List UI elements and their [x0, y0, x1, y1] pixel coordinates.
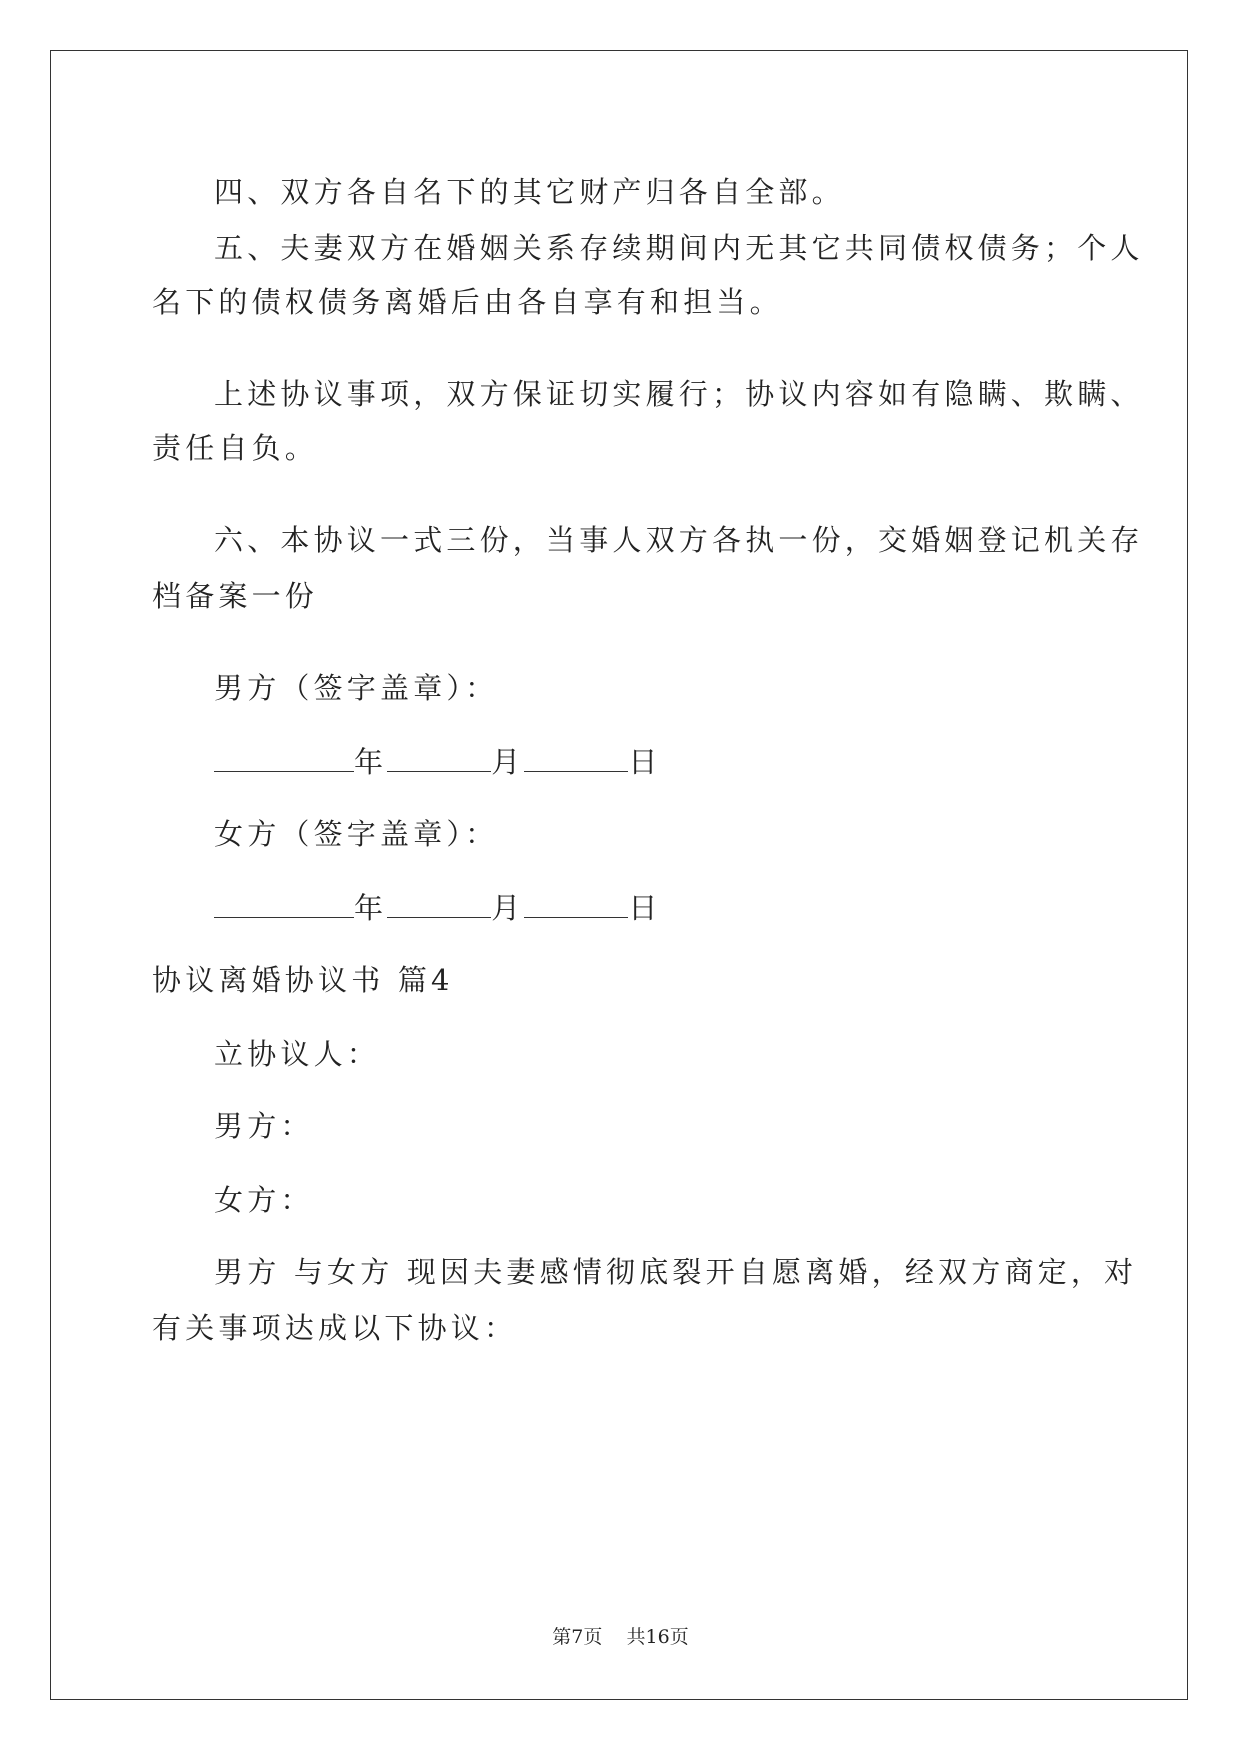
- month-blank: [387, 891, 491, 918]
- month-blank: [387, 745, 491, 772]
- female-date-line: [214, 888, 1154, 928]
- female-signature-label: 女方（签字盖章）：: [214, 817, 499, 851]
- clause-six-line1: 六、本协议一式三份，当事人双方各执一份，交婚姻登记机关存: [214, 523, 1144, 557]
- male-signature-label: 男方（签字盖章）：: [214, 671, 499, 705]
- month-label: 月: [491, 891, 525, 925]
- year-label: 年: [354, 891, 388, 925]
- clause-four: 四、双方各自名下的其它财产归各自全部。: [214, 175, 845, 209]
- year-blank: [214, 745, 354, 772]
- month-label: 月: [491, 745, 525, 779]
- day-label: 日: [628, 891, 662, 925]
- page-footer: [0, 1622, 1241, 1652]
- male-date-line: [214, 742, 1154, 782]
- male-party-label: 男方：: [214, 1109, 314, 1143]
- guarantee-line2: 责任自负。: [152, 431, 319, 465]
- clause-six-line2: 档备案一份: [152, 579, 319, 613]
- female-party-label: 女方：: [214, 1183, 314, 1217]
- day-blank: [524, 745, 628, 772]
- year-blank: [214, 891, 354, 918]
- day-blank: [524, 891, 628, 918]
- clause-five-line2: 名下的债权债务离婚后由各自享有和担当。: [152, 285, 783, 319]
- year-label: 年: [354, 745, 388, 779]
- parties-label: 立协议人：: [214, 1037, 381, 1071]
- clause-five-line1: 五、夫妻双方在婚姻关系存续期间内无其它共同债权债务；个人: [214, 231, 1144, 265]
- page-total: 共16页: [626, 1626, 689, 1648]
- page-number: 第7页: [552, 1626, 603, 1648]
- day-label: 日: [628, 745, 662, 779]
- section-heading: 协议离婚协议书 篇4: [152, 963, 454, 997]
- intro-line2: 有关事项达成以下协议：: [152, 1311, 518, 1345]
- intro-line1: 男方 与女方 现因夫妻感情彻底裂开自愿离婚，经双方商定，对: [214, 1255, 1138, 1289]
- guarantee-line1: 上述协议事项，双方保证切实履行；协议内容如有隐瞒、欺瞒、: [214, 377, 1144, 411]
